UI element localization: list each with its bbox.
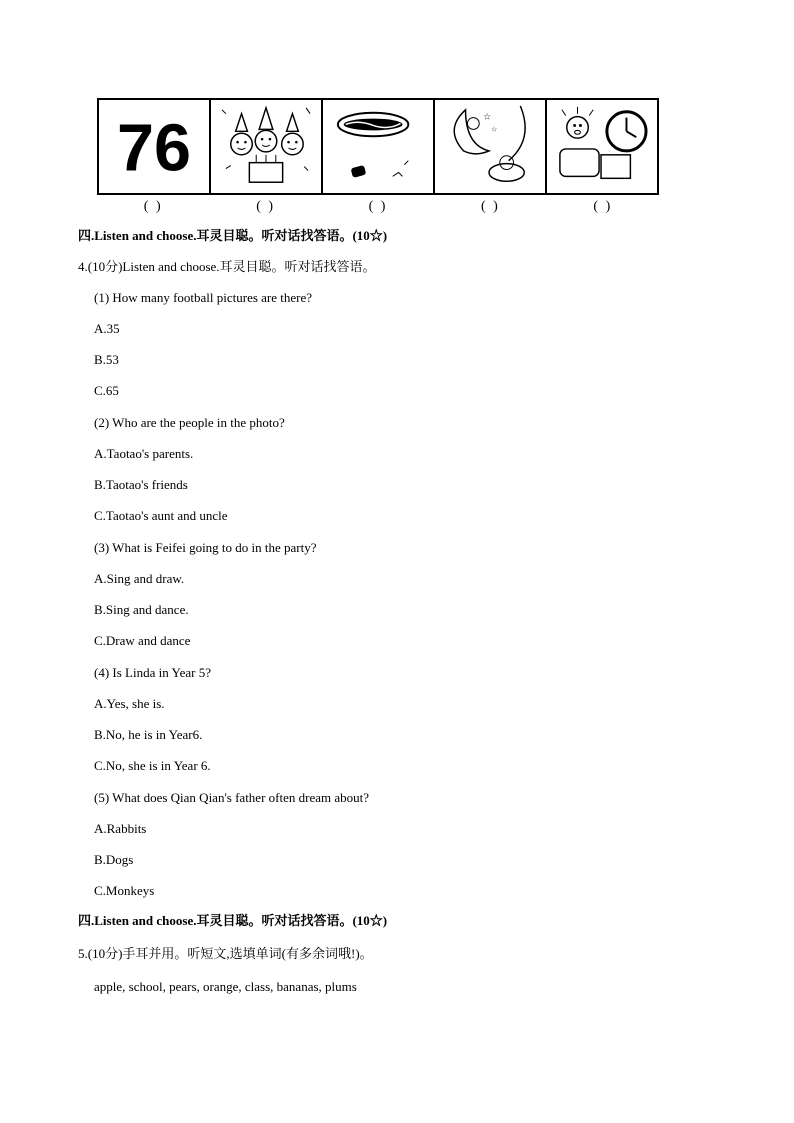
answer-blank[interactable]: ( ) — [256, 199, 276, 214]
picture-birthday-party — [211, 100, 323, 193]
answer-blank[interactable]: ( ) — [593, 199, 613, 214]
question-text: (1) How many football pictures are there? — [94, 290, 313, 305]
option-a[interactable]: A.Taotao's parents. — [94, 446, 194, 461]
svg-text:☆: ☆ — [490, 126, 498, 134]
number-picture — [99, 100, 209, 193]
answer-blank[interactable]: ( ) — [481, 199, 500, 214]
picture-number — [99, 100, 211, 193]
option-a[interactable]: A.Rabbits — [94, 821, 147, 836]
question-text: (4) Is Linda in Year 5? — [94, 665, 211, 680]
option-c[interactable]: C.Taotao's aunt and uncle — [94, 508, 228, 523]
question-title: 4.(10分)Listen and choose.耳灵目聪。听对话找答语。 — [78, 259, 376, 274]
option-b[interactable]: B.53 — [94, 352, 119, 367]
word-bank: apple, school, pears, orange, class, bananas, plums — [94, 979, 357, 994]
option-b[interactable]: B.Dogs — [94, 852, 134, 867]
answer-blank[interactable]: ( ) — [368, 199, 388, 214]
question-text: (3) What is Feifei going to do in the party? — [94, 540, 317, 555]
number-picture-text: 76 — [116, 111, 192, 186]
picture-strip — [97, 98, 659, 195]
picture-dream — [435, 100, 547, 193]
svg-text:☆: ☆ — [483, 111, 492, 122]
hotdog-icon — [323, 100, 433, 193]
picture-waking-up — [547, 100, 657, 193]
option-a[interactable]: A.Yes, she is. — [94, 696, 165, 711]
option-c[interactable]: C.Draw and dance — [94, 633, 191, 648]
answer-blank[interactable]: ( ) — [143, 199, 163, 214]
question-text: (5) What does Qian Qian's father often dream about? — [94, 790, 369, 805]
option-c[interactable]: C.No, she is in Year 6. — [94, 758, 211, 773]
option-b[interactable]: B.No, he is in Year6. — [94, 727, 203, 742]
option-b[interactable]: B.Taotao's friends — [94, 477, 188, 492]
dream-icon — [435, 100, 545, 193]
option-b[interactable]: B.Sing and dance. — [94, 602, 189, 617]
option-a[interactable]: A.Sing and draw. — [94, 571, 185, 586]
section-heading: 四.Listen and choose.耳灵目聪。听对话找答语。(10☆) — [78, 913, 388, 928]
question-title: 5.(10分)手耳并用。听短文,选填单词(有多余词哦!)。 — [78, 946, 373, 961]
option-c[interactable]: C.65 — [94, 383, 119, 398]
answer-blanks-row — [97, 199, 659, 215]
birthday-party-icon — [211, 100, 321, 193]
option-a[interactable]: A.35 — [94, 321, 120, 336]
alarm-clock-icon — [547, 100, 657, 193]
option-c[interactable]: C.Monkeys — [94, 883, 155, 898]
section-heading: 四.Listen and choose.耳灵目聪。听对话找答语。(10☆) — [78, 228, 388, 243]
question-text: (2) Who are the people in the photo? — [94, 415, 285, 430]
picture-hotdog — [323, 100, 435, 193]
